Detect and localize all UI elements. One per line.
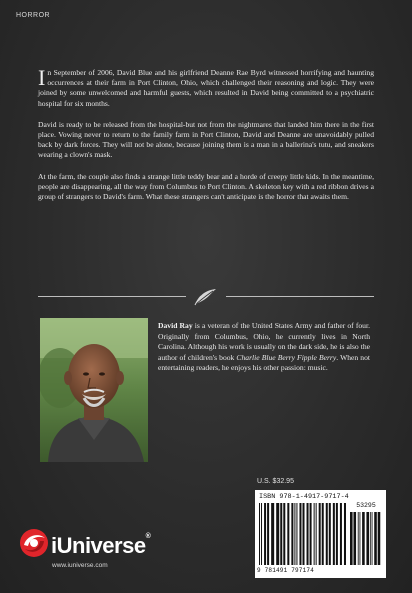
blurb-paragraph-1-text: n September of 2006, David Blue and his girlfriend Deanne Rae Byrd witnessed horrifying and haunting occurrences at their farm in Port Clinton, Ohio, which challenged their reasoning and logic. They were joined by some unwelcomed and harmful guests, which resulted in David being committed to a psychiatric hospital for six months.: [38, 68, 374, 108]
iuniverse-swirl-icon: [18, 527, 50, 559]
blurb-paragraph-3: At the farm, the couple also finds a strange little teddy bear and a horde of creepy little kids. In the meantime, people are disappearing, all the way from Columbus to Port Clinton. A skeleton key with a red ribbon drives a group of strangers to David's farm. What these strangers can't anticipate is the horror that awaits them.: [38, 171, 374, 202]
author-other-book-title: Charlie Blue Berry Fipple Berry: [236, 352, 337, 362]
book-blurb: [38, 65, 374, 213]
author-name: David Ray: [158, 321, 193, 330]
barcode-addon-digits: 53295: [356, 502, 376, 509]
section-divider: [0, 287, 412, 307]
author-bio: [158, 321, 370, 374]
divider-line-left: [38, 296, 186, 297]
price-label: U.S. $32.95: [257, 478, 294, 485]
barcode-bars: [259, 503, 347, 565]
blurb-paragraph-1: [38, 65, 374, 109]
genre-label: HORROR: [16, 12, 51, 19]
author-bio-text-2: . When not entertaining readers, he enjoys his other passion: music.: [158, 352, 370, 373]
isbn-number: ISBN 978-1-4917-9717-4: [259, 493, 349, 501]
publisher-name: [51, 533, 150, 559]
barcode-addon-bars: [350, 512, 382, 565]
isbn-barcode: [255, 490, 386, 578]
registered-mark: ®: [145, 533, 151, 540]
divider-line-right: [226, 296, 374, 297]
author-bio-text-1: is a veteran of the United States Army and father of four. Originally from Columbus, Ohio, he currently lives in North Carolina. Although his work is usually on the dark side, he is also the author of children's book: [158, 321, 370, 362]
publisher-logo: [18, 527, 188, 577]
publisher-brand-text: iUniverse: [51, 533, 146, 558]
drop-cap: I: [38, 65, 46, 90]
publisher-url: www.iuniverse.com: [52, 562, 108, 569]
barcode-ean-digits: 9 781491 797174: [257, 567, 315, 574]
blurb-paragraph-2: David is ready to be released from the hospital-but not from the nightmares that landed him there in the first place. Vowing never to return to the family farm in Port Clinton, David and Deanne are unavoidably pulled back by dark forces. They will not be alone, because joining them is a man in a ballerina's tutu, and sneakers wearing a clown's mask.: [38, 119, 374, 160]
leaf-flourish-icon: [193, 287, 219, 307]
author-photo: [40, 318, 148, 462]
